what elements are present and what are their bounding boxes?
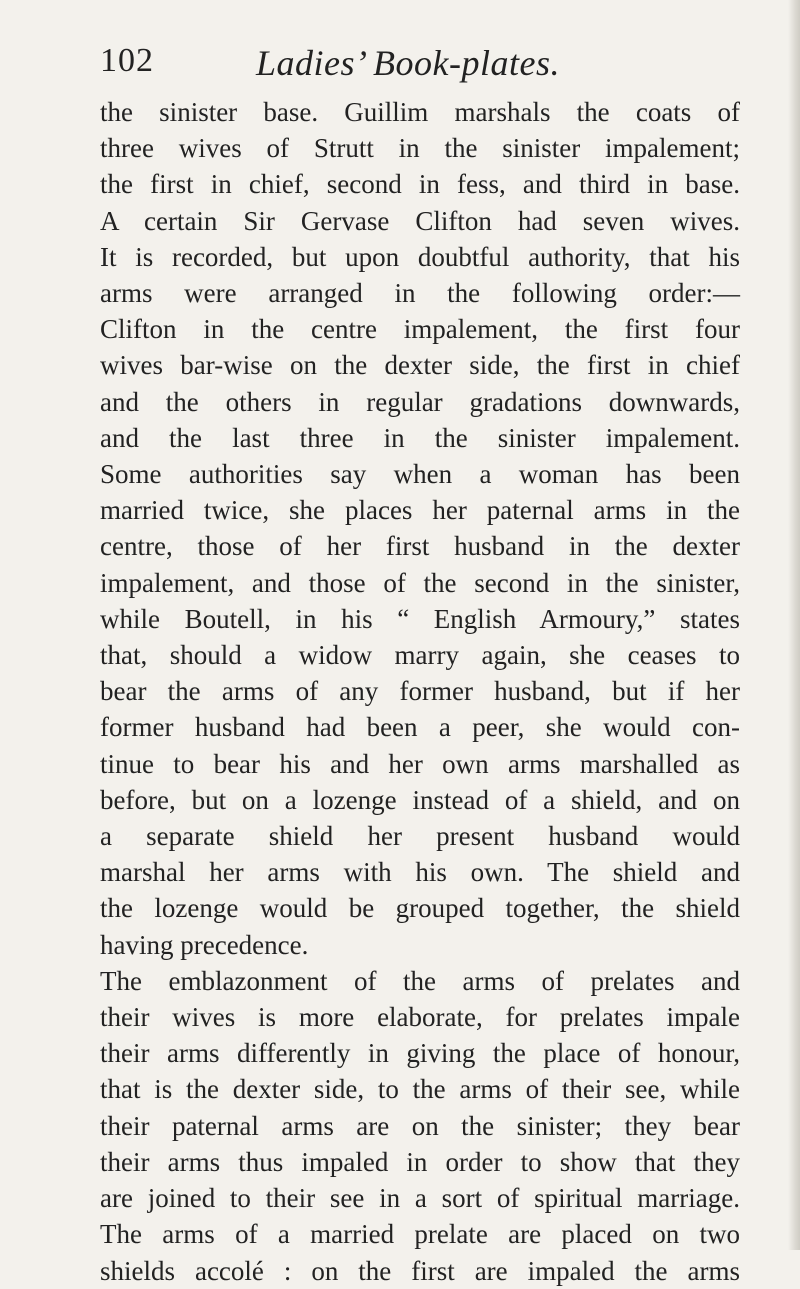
text-line: Some authorities say when a woman has been <box>100 459 740 490</box>
text-line: that is the dexter side, to the arms of their see, while <box>100 1074 740 1105</box>
text-line: marshal her arms with his own. The shield and <box>100 857 740 888</box>
text-line: a separate shield her present husband would <box>100 821 740 852</box>
text-line: and the last three in the sinister impalement. <box>100 422 740 453</box>
text-line: The emblazonment of the arms of prelates and <box>100 965 740 996</box>
text-line: their paternal arms are on the sinister; they bear <box>100 1110 740 1141</box>
text-line: that, should a widow marry again, she ceases to <box>100 640 740 671</box>
text-line: centre, those of her first husband in the dexter <box>100 531 740 562</box>
text-line: before, but on a lozenge instead of a shield, and on <box>100 784 740 815</box>
text-line: having precedence. <box>100 929 309 960</box>
text-line: their wives is more elaborate, for prelates impale <box>100 1002 740 1033</box>
text-line: the lozenge would be grouped together, the shield <box>100 893 740 924</box>
page-header <box>100 42 740 92</box>
text-line: wives bar-wise on the dexter side, the first in chief <box>100 350 740 381</box>
text-line: their arms differently in giving the place of honour, <box>100 1038 740 1069</box>
text-line: are joined to their see in a sort of spiritual marriage. <box>100 1183 740 1214</box>
page-number: 102 <box>100 42 154 79</box>
text-line: Clifton in the centre impalement, the first four <box>100 314 740 345</box>
text-line: arms were arranged in the following order:— <box>100 278 740 309</box>
text-line: their arms thus impaled in order to show that they <box>100 1146 740 1177</box>
text-line: married twice, she places her paternal arms in the <box>100 495 740 526</box>
text-line: former husband had been a peer, she would con- <box>100 712 740 743</box>
text-line: bear the arms of any former husband, but if her <box>100 676 740 707</box>
text-line: while Boutell, in his “ English Armoury,” states <box>100 603 740 634</box>
running-title: Ladies’ Book-plates. <box>256 43 560 83</box>
text-line: It is recorded, but upon doubtful authority, that his <box>100 241 740 272</box>
text-line: tinue to bear his and her own arms marshalled as <box>100 748 740 779</box>
text-line: impalement, and those of the second in the sinister, <box>100 567 740 598</box>
text-line: the first in chief, second in fess, and third in base. <box>100 169 740 200</box>
text-line: three wives of Strutt in the sinister impalement; <box>100 133 740 164</box>
page-edge-shadow <box>788 0 800 1250</box>
text-line: shields accolé : on the first are impaled the arms <box>100 1255 740 1286</box>
text-line: the sinister base. Guillim marshals the coats of <box>100 97 740 127</box>
text-line: The arms of a married prelate are placed on two <box>100 1219 740 1250</box>
text-line: A certain Sir Gervase Clifton had seven wives. <box>100 205 740 236</box>
text-line: and the others in regular gradations downwards, <box>100 386 740 417</box>
body-text <box>100 94 740 1289</box>
